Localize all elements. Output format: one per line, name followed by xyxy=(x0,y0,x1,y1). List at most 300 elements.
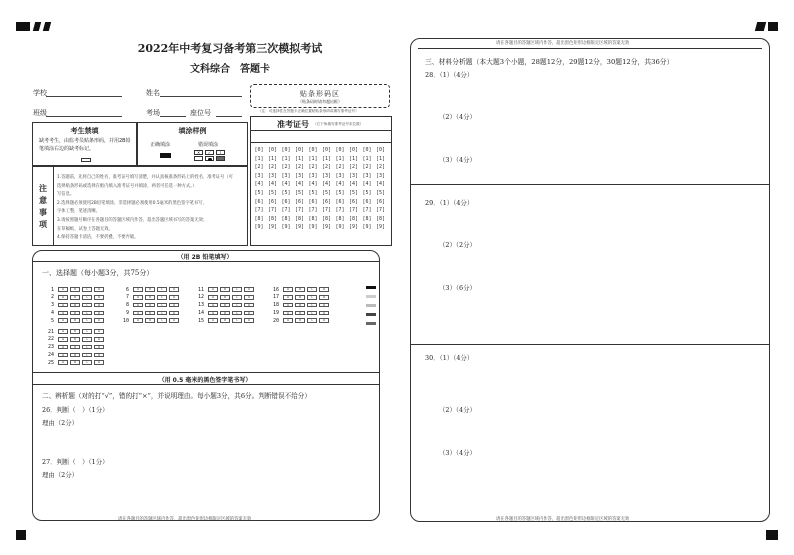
exam-id-digit-bubble[interactable]: [6] xyxy=(254,198,264,205)
mc-option-bubble[interactable]: B xyxy=(70,360,80,365)
exam-id-digit-bubble[interactable]: [2] xyxy=(254,164,264,171)
mc-question-row xyxy=(44,294,106,301)
mc-option-bubble[interactable]: C xyxy=(82,345,92,350)
mc-option-bubble[interactable]: B xyxy=(295,287,305,292)
exam-id-digit-bubble[interactable]: [7] xyxy=(308,207,318,214)
mc-option-bubble[interactable]: D xyxy=(169,318,179,323)
mc-question-number: 11 xyxy=(197,286,204,293)
exam-id-digit-bubble[interactable]: [1] xyxy=(375,155,386,162)
exam-id-column xyxy=(361,146,373,232)
barcode-note: （贴条码时请勿超出框） xyxy=(298,99,342,104)
mc-option-bubble[interactable]: C xyxy=(157,295,167,300)
exam-id-digit-bubble[interactable]: [2] xyxy=(335,164,345,171)
mc-option-bubble[interactable]: A xyxy=(283,295,293,300)
exam-id-digit-bubble[interactable]: [8] xyxy=(281,215,291,222)
mc-option-bubble[interactable]: B xyxy=(145,295,155,300)
exam-id-digit-bubble[interactable]: [8] xyxy=(308,215,318,222)
question-30-part3: （3）（4分） xyxy=(439,449,476,457)
exam-id-digit-bubble[interactable]: [6] xyxy=(375,198,386,205)
mc-question-row xyxy=(119,294,181,301)
rules-text: 缺考考生，由监考员贴条形码，并用2B铅笔填涂右边的缺考标记。 xyxy=(39,138,131,152)
exam-id-digit-bubble[interactable]: [0] xyxy=(335,147,345,153)
class-input[interactable] xyxy=(46,116,122,117)
mc-question-number: 1 xyxy=(50,286,54,293)
exam-id-digit-bubble[interactable]: [8] xyxy=(254,215,264,222)
exam-id-digit-bubble[interactable]: [9] xyxy=(254,224,264,231)
mc-option-bubble[interactable]: D xyxy=(169,295,179,300)
mc-question-row xyxy=(44,286,106,293)
exam-id-digit-bubble[interactable]: [6] xyxy=(294,198,305,205)
exam-id-digit-bubble[interactable]: [6] xyxy=(308,198,318,205)
mc-option-bubble[interactable]: B xyxy=(295,295,305,300)
question-30-part2: （2）（4分） xyxy=(439,406,476,414)
exam-id-digit-bubble[interactable]: [6] xyxy=(321,198,332,205)
mc-option-bubble[interactable]: A xyxy=(283,311,293,316)
mc-option-bubble[interactable]: D xyxy=(169,303,179,308)
exam-id-column xyxy=(321,146,333,232)
exam-id-digit-bubble[interactable]: [1] xyxy=(254,155,264,162)
mc-question-number: 15 xyxy=(197,317,204,324)
mc-option-bubble[interactable]: D xyxy=(94,345,104,350)
mc-option-bubble[interactable]: B xyxy=(70,353,80,358)
exam-id-digit-bubble[interactable]: [2] xyxy=(321,164,332,171)
exam-id-digit-bubble[interactable]: [1] xyxy=(267,155,278,162)
mc-option-bubble[interactable]: D xyxy=(94,311,104,316)
mc-question-row xyxy=(44,328,106,335)
mc-option-bubble[interactable]: D xyxy=(94,295,104,300)
notice-divider xyxy=(53,167,54,245)
question-29-answer-area[interactable] xyxy=(420,208,760,338)
mc-option-bubble[interactable]: C xyxy=(157,311,167,316)
exam-id-digit-bubble[interactable]: [3] xyxy=(254,172,264,179)
seat-label: 座位号 xyxy=(190,109,211,117)
mc-question-number: 25 xyxy=(47,359,54,366)
mc-option-bubble[interactable]: A xyxy=(133,303,143,308)
notice-line: 2.选择题必须使用2B铅笔填涂，非选择题必须使用0.5毫米的黑色签字笔书写， xyxy=(57,200,207,206)
mc-option-bubble[interactable]: A xyxy=(208,295,218,300)
exam-id-column xyxy=(307,146,319,232)
mc-option-bubble[interactable]: A xyxy=(58,287,68,292)
exam-id-digit-bubble[interactable]: [1] xyxy=(362,155,372,162)
candidate-forbidden-box xyxy=(32,122,137,166)
exam-id-digit-bubble[interactable]: [5] xyxy=(375,189,386,196)
exam-id-digit-bubble[interactable]: [5] xyxy=(254,189,264,196)
mc-option-bubble[interactable]: C xyxy=(82,295,92,300)
barcode-area xyxy=(250,84,390,108)
mc-question-number: 24 xyxy=(47,351,54,358)
exam-id-digit-bubble[interactable]: [9] xyxy=(321,224,332,231)
exam-id-digit-bubble[interactable]: [4] xyxy=(375,181,386,188)
exam-id-digit-bubble[interactable]: [5] xyxy=(321,189,332,196)
mc-option-bubble[interactable]: D xyxy=(169,311,179,316)
mc-question-number: 2 xyxy=(50,294,54,301)
exam-id-digit-bubble[interactable]: [3] xyxy=(281,172,291,179)
exam-id-digit-bubble[interactable]: [8] xyxy=(348,215,359,222)
barcode-small-note: （注：可选择性在答题卡正确位置粘贴条形码或填写准考证号） xyxy=(258,109,359,113)
exam-id-digit-bubble[interactable]: [6] xyxy=(348,198,359,205)
exam-id-digit-bubble[interactable]: [4] xyxy=(362,181,372,188)
mc-option-bubble[interactable]: A xyxy=(283,303,293,308)
exam-id-digit-bubble[interactable]: [7] xyxy=(362,207,372,214)
mc-option-bubble[interactable]: C xyxy=(157,287,167,292)
mc-option-bubble[interactable]: C xyxy=(232,318,242,323)
notice-line: 4.保持答题卡清洁，不要折叠，不要弄破。 xyxy=(57,235,139,241)
question-30-answer-area[interactable] xyxy=(420,363,760,508)
exam-id-digit-bubble[interactable]: [8] xyxy=(267,215,278,222)
exam-id-digit-bubble[interactable]: [7] xyxy=(321,207,332,214)
mc-question-row xyxy=(119,317,181,324)
exam-id-digit-bubble[interactable]: [0] xyxy=(348,147,359,153)
mc-option-bubble[interactable]: D xyxy=(244,311,254,316)
question-29-part1: 29．（1）（4分） xyxy=(425,199,474,207)
mc-option-bubble[interactable]: D xyxy=(319,303,329,308)
mc-question-number: 14 xyxy=(197,309,204,316)
mc-option-bubble[interactable]: B xyxy=(70,303,80,308)
exam-id-digit-bubble[interactable]: [9] xyxy=(281,224,291,231)
mc-question-number: 5 xyxy=(50,317,54,324)
exam-id-digit-bubble[interactable]: [3] xyxy=(335,172,345,179)
exam-id-digit-bubble[interactable]: [5] xyxy=(281,189,291,196)
mc-option-bubble[interactable]: B xyxy=(70,318,80,323)
mc-option-bubble[interactable]: B xyxy=(70,295,80,300)
exam-id-title: 准考证号 xyxy=(277,120,309,129)
mc-option-bubble[interactable]: B xyxy=(70,287,80,292)
exam-id-digit-bubble[interactable]: [4] xyxy=(267,181,278,188)
exam-id-digit-bubble[interactable]: [7] xyxy=(281,207,291,214)
exam-id-digit-bubble[interactable]: [5] xyxy=(335,189,345,196)
mc-option-bubble[interactable]: C xyxy=(82,311,92,316)
exam-id-digit-bubble[interactable]: [2] xyxy=(267,164,278,171)
mc-option-bubble[interactable]: A xyxy=(208,287,218,292)
barcode-title: 贴条形码区 xyxy=(300,90,340,98)
exam-id-digit-bubble[interactable]: [4] xyxy=(335,181,345,188)
exam-id-digit-bubble[interactable]: [2] xyxy=(308,164,318,171)
question-27-answer-area[interactable] xyxy=(40,480,370,510)
mc-option-bubble[interactable]: B xyxy=(145,287,155,292)
exam-id-digit-bubble[interactable]: [7] xyxy=(267,207,278,214)
exam-id-digit-bubble[interactable]: [0] xyxy=(375,147,386,153)
mc-option-bubble[interactable]: D xyxy=(94,337,104,342)
mc-option-bubble[interactable]: A xyxy=(208,318,218,323)
exam-id-digit-bubble[interactable]: [6] xyxy=(362,198,372,205)
mc-question-number: 16 xyxy=(272,286,279,293)
exam-id-digit-bubble[interactable]: [1] xyxy=(308,155,318,162)
notice-title-char: 注 xyxy=(39,184,47,193)
q29-divider xyxy=(411,344,769,345)
mc-option-bubble[interactable]: C xyxy=(232,311,242,316)
mc-question-row xyxy=(269,302,331,309)
exam-id-digit-bubble[interactable]: [9] xyxy=(348,224,359,231)
mc-option-bubble[interactable]: A xyxy=(58,345,68,350)
notice-line: 写信息。 xyxy=(57,192,75,198)
exam-id-digit-bubble[interactable]: [8] xyxy=(321,215,332,222)
mc-option-bubble[interactable]: D xyxy=(94,303,104,308)
mc-option-bubble[interactable]: B xyxy=(145,318,155,323)
mc-option-bubble[interactable]: A xyxy=(133,318,143,323)
mc-option-bubble[interactable]: A xyxy=(133,295,143,300)
room-input[interactable] xyxy=(160,116,186,117)
mc-option-bubble[interactable]: C xyxy=(82,360,92,365)
notice-title-char: 项 xyxy=(39,220,47,229)
exam-id-digit-bubble[interactable]: [3] xyxy=(321,172,332,179)
exam-id-digit-bubble[interactable]: [1] xyxy=(348,155,359,162)
mc-option-bubble[interactable]: B xyxy=(220,318,230,323)
exam-id-digit-bubble[interactable]: [5] xyxy=(348,189,359,196)
exam-id-digit-bubble[interactable]: [3] xyxy=(308,172,318,179)
mc-option-bubble[interactable]: C xyxy=(82,303,92,308)
exam-id-digit-bubble[interactable]: [3] xyxy=(362,172,372,179)
absent-mark-box[interactable] xyxy=(81,158,91,162)
notice-lines xyxy=(57,174,245,240)
exam-id-digit-bubble[interactable]: [2] xyxy=(281,164,291,171)
mc-option-bubble[interactable]: B xyxy=(70,311,80,316)
sample-correct-mark xyxy=(160,153,171,158)
alignment-mark xyxy=(43,22,51,31)
mc-option-bubble[interactable]: C xyxy=(82,337,92,342)
mc-option-bubble[interactable]: D xyxy=(319,287,329,292)
mc-option-bubble[interactable]: A xyxy=(58,353,68,358)
mc-option-bubble[interactable]: A xyxy=(283,287,293,292)
seat-input[interactable] xyxy=(216,116,242,117)
sample-wrong-marks: ✕ ✓ / xyxy=(194,150,238,162)
mc-option-bubble[interactable]: B xyxy=(70,337,80,342)
left-footer: 请在各题目的答题区域内作答，超出黑色矩形边框限定区域的答案无效 xyxy=(118,517,252,522)
exam-id-digit-bubble[interactable]: [0] xyxy=(267,147,278,153)
alignment-mark xyxy=(755,22,766,31)
mc-option-bubble[interactable]: C xyxy=(307,303,317,308)
mc-option-bubble[interactable]: B xyxy=(145,311,155,316)
exam-id-digit-bubble[interactable]: [1] xyxy=(321,155,332,162)
exam-id-digit-bubble[interactable]: [3] xyxy=(294,172,305,179)
mc-option-bubble[interactable]: C xyxy=(232,287,242,292)
mc-option-bubble[interactable]: B xyxy=(220,303,230,308)
mc-option-bubble[interactable]: C xyxy=(157,318,167,323)
q28-divider xyxy=(411,184,769,185)
exam-id-digit-bubble[interactable]: [5] xyxy=(362,189,372,196)
pen-label: （用 0.5 毫米的黑色签字笔书写） xyxy=(158,377,252,384)
exam-id-digit-bubble[interactable]: [0] xyxy=(362,147,372,153)
mc-question-number: 22 xyxy=(47,336,54,343)
mc-option-bubble[interactable]: C xyxy=(82,353,92,358)
exam-id-column xyxy=(267,146,279,232)
mc-option-bubble[interactable]: D xyxy=(244,287,254,292)
question-29-part2: （2）（2分） xyxy=(439,241,476,249)
exam-id-digit-bubble[interactable]: [2] xyxy=(294,164,305,171)
mc-option-bubble[interactable]: B xyxy=(220,311,230,316)
exam-id-digit-bubble[interactable]: [0] xyxy=(281,147,291,153)
question-29-part3: （3）（6分） xyxy=(439,284,476,292)
exam-id-digit-bubble[interactable]: [1] xyxy=(281,155,291,162)
density-swatches xyxy=(366,286,376,325)
mc-question-row xyxy=(119,286,181,293)
school-input[interactable] xyxy=(46,96,122,97)
mc-option-bubble[interactable]: B xyxy=(295,318,305,323)
mc-option-bubble[interactable]: A xyxy=(283,318,293,323)
pen-divider-top xyxy=(33,372,379,373)
pen-divider-bottom xyxy=(33,384,379,385)
mc-option-bubble[interactable]: D xyxy=(244,295,254,300)
exam-id-digit-bubble[interactable]: [0] xyxy=(254,147,264,153)
mc-option-bubble[interactable]: B xyxy=(70,329,80,334)
exam-id-digit-bubble[interactable]: [7] xyxy=(294,207,305,214)
mc-option-bubble[interactable]: A xyxy=(133,311,143,316)
mc-option-bubble[interactable]: A xyxy=(133,287,143,292)
mc-option-bubble[interactable]: C xyxy=(157,303,167,308)
exam-id-digit-bubble[interactable]: [9] xyxy=(362,224,372,231)
mc-option-bubble[interactable]: C xyxy=(82,287,92,292)
mc-option-bubble[interactable]: C xyxy=(232,303,242,308)
mc-option-bubble[interactable]: D xyxy=(94,353,104,358)
mc-option-bubble[interactable]: B xyxy=(220,287,230,292)
mc-option-bubble[interactable]: C xyxy=(82,318,92,323)
exam-id-digit-bubble[interactable]: [0] xyxy=(294,147,305,153)
mc-option-bubble[interactable]: D xyxy=(94,360,104,365)
mc-question-row xyxy=(269,286,331,293)
class-label: 班级 xyxy=(33,109,47,117)
exam-id-digit-bubble[interactable]: [9] xyxy=(375,224,386,231)
mc-question-row xyxy=(194,309,256,316)
mc-option-bubble[interactable]: B xyxy=(220,295,230,300)
mc-option-bubble[interactable]: D xyxy=(319,318,329,323)
mc-option-bubble[interactable]: D xyxy=(169,287,179,292)
mc-option-bubble[interactable]: D xyxy=(94,329,104,334)
mc-option-bubble[interactable]: C xyxy=(307,311,317,316)
mc-question-number: 9 xyxy=(125,309,129,316)
exam-id-digit-bubble[interactable]: [9] xyxy=(335,224,345,231)
exam-id-digit-bubble[interactable]: [4] xyxy=(281,181,291,188)
question-26-answer-area[interactable] xyxy=(40,428,370,454)
exam-id-column xyxy=(348,146,360,232)
exam-id-digit-bubble[interactable]: [7] xyxy=(254,207,264,214)
mc-question-number: 7 xyxy=(125,294,129,301)
sample-wrong-label: 错误填涂 xyxy=(198,142,219,148)
exam-id-digit-bubble[interactable]: [5] xyxy=(308,189,318,196)
exam-id-digit-bubble[interactable]: [8] xyxy=(362,215,372,222)
exam-id-digit-bubble[interactable]: [7] xyxy=(348,207,359,214)
question-26-judge: 26．判断（ ）（1分） xyxy=(42,406,109,414)
exam-id-digit-bubble[interactable]: [6] xyxy=(267,198,278,205)
mc-option-bubble[interactable]: D xyxy=(319,311,329,316)
mc-option-bubble[interactable]: C xyxy=(307,318,317,323)
mc-option-bubble[interactable]: D xyxy=(244,318,254,323)
exam-id-digit-bubble[interactable]: [4] xyxy=(254,181,264,188)
exam-id-digit-bubble[interactable]: [4] xyxy=(321,181,332,188)
mc-option-bubble[interactable]: D xyxy=(244,303,254,308)
mc-option-bubble[interactable]: A xyxy=(58,318,68,323)
notice-line: 选择贴条形码或选择在框内填入准考证号并填涂，两者可任选一种方式。） xyxy=(57,183,197,189)
pencil-label: （用 2B 铅笔填写） xyxy=(177,254,233,261)
exam-id-digit-bubble[interactable]: [6] xyxy=(281,198,291,205)
notice-line: 1.答题前，先将自己的姓名、准考证号填写清楚，并认真核准条形码上的姓名、准考证号（可 xyxy=(57,175,233,180)
exam-id-digit-bubble[interactable]: [1] xyxy=(335,155,345,162)
exam-id-digit-bubble[interactable]: [7] xyxy=(335,207,345,214)
mc-option-bubble[interactable]: C xyxy=(307,287,317,292)
pencil-divider xyxy=(33,261,379,262)
mc-option-bubble[interactable]: B xyxy=(70,345,80,350)
exam-id-digit-bubble[interactable]: [9] xyxy=(267,224,278,231)
exam-id-digit-bubble[interactable]: [9] xyxy=(294,224,305,231)
mc-question-row xyxy=(44,309,106,316)
mc-option-bubble[interactable]: C xyxy=(232,295,242,300)
exam-id-digit-bubble[interactable]: [9] xyxy=(308,224,318,231)
mc-option-bubble[interactable]: A xyxy=(208,311,218,316)
name-input[interactable] xyxy=(160,96,242,97)
exam-id-digit-bubble[interactable]: [0] xyxy=(308,147,318,153)
exam-id-header xyxy=(251,117,391,131)
exam-id-digit-bubble[interactable]: [3] xyxy=(348,172,359,179)
mc-option-bubble[interactable]: A xyxy=(58,311,68,316)
mc-option-bubble[interactable]: B xyxy=(145,303,155,308)
mc-option-bubble[interactable]: D xyxy=(94,318,104,323)
exam-id-digit-bubble[interactable]: [5] xyxy=(267,189,278,196)
sample-title: 填涂样例 xyxy=(178,127,207,135)
exam-id-column xyxy=(294,146,306,232)
mc-option-bubble[interactable]: B xyxy=(295,311,305,316)
mc-option-bubble[interactable]: A xyxy=(208,303,218,308)
exam-id-digit-bubble[interactable]: [3] xyxy=(267,172,278,179)
mc-option-bubble[interactable]: B xyxy=(295,303,305,308)
exam-id-digit-bubble[interactable]: [6] xyxy=(335,198,345,205)
mc-option-bubble[interactable]: A xyxy=(58,329,68,334)
exam-id-digit-bubble[interactable]: [4] xyxy=(294,181,305,188)
exam-id-digit-bubble[interactable]: [8] xyxy=(294,215,305,222)
exam-id-digit-bubble[interactable]: [4] xyxy=(348,181,359,188)
alignment-mark xyxy=(766,530,778,540)
mc-question-row xyxy=(44,351,106,358)
mc-option-bubble[interactable]: A xyxy=(58,360,68,365)
mc-question-row xyxy=(194,286,256,293)
exam-id-digit-bubble[interactable]: [2] xyxy=(362,164,372,171)
mc-question-row xyxy=(44,344,106,351)
exam-id-digit-bubble[interactable]: [2] xyxy=(348,164,359,171)
school-label: 学校 xyxy=(33,89,47,97)
room-label: 考场 xyxy=(146,109,160,117)
exam-id-column xyxy=(375,146,387,232)
question-28-part2: （2）（4分） xyxy=(439,113,476,121)
exam-id-digit-bubble[interactable]: [7] xyxy=(375,207,386,214)
exam-id-digit-bubble[interactable]: [4] xyxy=(308,181,318,188)
mc-option-bubble[interactable]: C xyxy=(307,295,317,300)
exam-id-digit-bubble[interactable]: [0] xyxy=(321,147,332,153)
exam-id-column xyxy=(334,146,346,232)
mc-question-number: 21 xyxy=(47,328,54,335)
mc-option-bubble[interactable]: C xyxy=(82,329,92,334)
alignment-mark xyxy=(33,22,41,31)
mc-option-bubble[interactable]: A xyxy=(58,337,68,342)
mc-option-bubble[interactable]: D xyxy=(94,287,104,292)
exam-id-digit-bubble[interactable]: [1] xyxy=(294,155,305,162)
mc-question-number: 6 xyxy=(125,286,129,293)
section3-title: 三、材料分析题（本大题3个小题，28题12分，29题12分，30题12分，共36分） xyxy=(425,58,674,66)
notice-title-char: 意 xyxy=(39,196,47,205)
mc-option-bubble[interactable]: A xyxy=(58,303,68,308)
alignment-mark xyxy=(16,22,30,31)
mc-question-number: 20 xyxy=(272,317,279,324)
mc-question-number: 12 xyxy=(197,294,204,301)
exam-id-digit-bubble[interactable]: [8] xyxy=(375,215,386,222)
exam-id-input-row[interactable] xyxy=(251,131,391,143)
exam-id-digit-bubble[interactable]: [2] xyxy=(375,164,386,171)
question-28-answer-area[interactable] xyxy=(420,80,760,180)
mc-option-bubble[interactable]: A xyxy=(58,295,68,300)
exam-title: 2022年中考复习备考第三次模拟考试 xyxy=(137,42,323,55)
exam-id-digit-bubble[interactable]: [3] xyxy=(375,172,386,179)
mc-option-bubble[interactable]: D xyxy=(319,295,329,300)
exam-id-digit-bubble[interactable]: [5] xyxy=(294,189,305,196)
question-27-judge: 27．判断（ ）（1分） xyxy=(42,458,109,466)
exam-id-digit-bubble[interactable]: [8] xyxy=(335,215,345,222)
notice-line: 字体工整，笔迹清晰。 xyxy=(57,209,100,215)
